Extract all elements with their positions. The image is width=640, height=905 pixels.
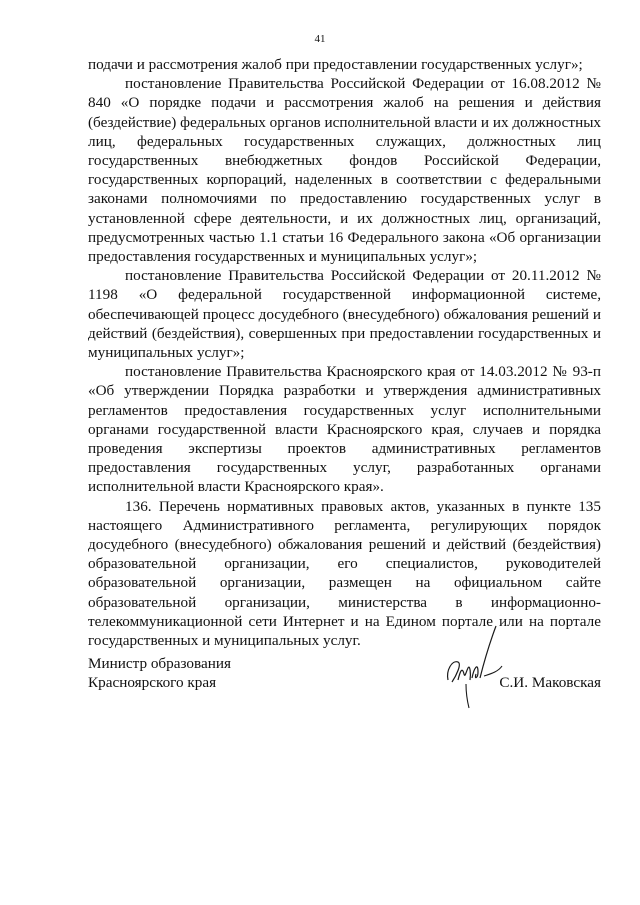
handwritten-signature bbox=[444, 622, 508, 712]
page-number: 41 bbox=[314, 33, 326, 45]
signer-title-line-1: Министр образования bbox=[88, 655, 231, 672]
signer-name: С.И. Маковская bbox=[499, 674, 601, 691]
paragraph-decree-840: постановление Правительства Российской Федерации от 16.08.2012 № 840 «О порядке подачи и рассмотрения жалоб на решения и действия (бездействие) федеральных органов исполнительной власти и их должностных лиц, федеральных государственных служащих, должностных лиц государственных внебюджетных фондов Российской Федерации, государственных корпораций, наделенных в соответствии с федеральными законами полномочиями по предоставлению государственных услуг в установленной сфере деятельности, и их должностных лиц, организаций, предусмотренных частью 1.1 статьи 16 Федерального закона «Об организации предоставления государственных и муниципальных услуг»; bbox=[88, 75, 601, 266]
signature-block bbox=[88, 654, 601, 714]
document-body bbox=[88, 55, 601, 650]
paragraph-item-136: 136. Перечень нормативных правовых актов, указанных в пункте 135 настоящего Административного регламента, регулирующих порядок досудебного (внесудебного) обжалования решений и действий (бездействия) образовательной организации, его специалистов, руководителей образовательной организации, размещен на официальном сайте образовательной организации, министерства в информационно-телекоммуникационной сети Интернет и на Едином портале или на портале государственных и муниципальных услуг. bbox=[88, 497, 601, 650]
signer-title bbox=[88, 654, 231, 692]
paragraph-decree-1198: постановление Правительства Российской Федерации от 20.11.2012 № 1198 «О федеральной государственной информационной системе, обеспечивающей процесс досудебного (внесудебного) обжалования решений и действий (бездействия), совершенных при предоставлении государственных и муниципальных услуг»; bbox=[88, 267, 601, 362]
paragraph-continuation: подачи и рассмотрения жалоб при предоставлении государственных услуг»; bbox=[88, 56, 583, 73]
paragraph-decree-93p: постановление Правительства Красноярского края от 14.03.2012 № 93-п «Об утверждении Порядка разработки и утверждения административных регламентов предоставления государственных услуг исполнительными органами государственной власти Красноярского края, случаев и порядка проведения экспертизы проектов административных регламентов предоставления государственных услуг, разработанных органами исполнительной власти Красноярского края». bbox=[88, 363, 601, 496]
signer-title-line-2: Красноярского края bbox=[88, 674, 217, 692]
